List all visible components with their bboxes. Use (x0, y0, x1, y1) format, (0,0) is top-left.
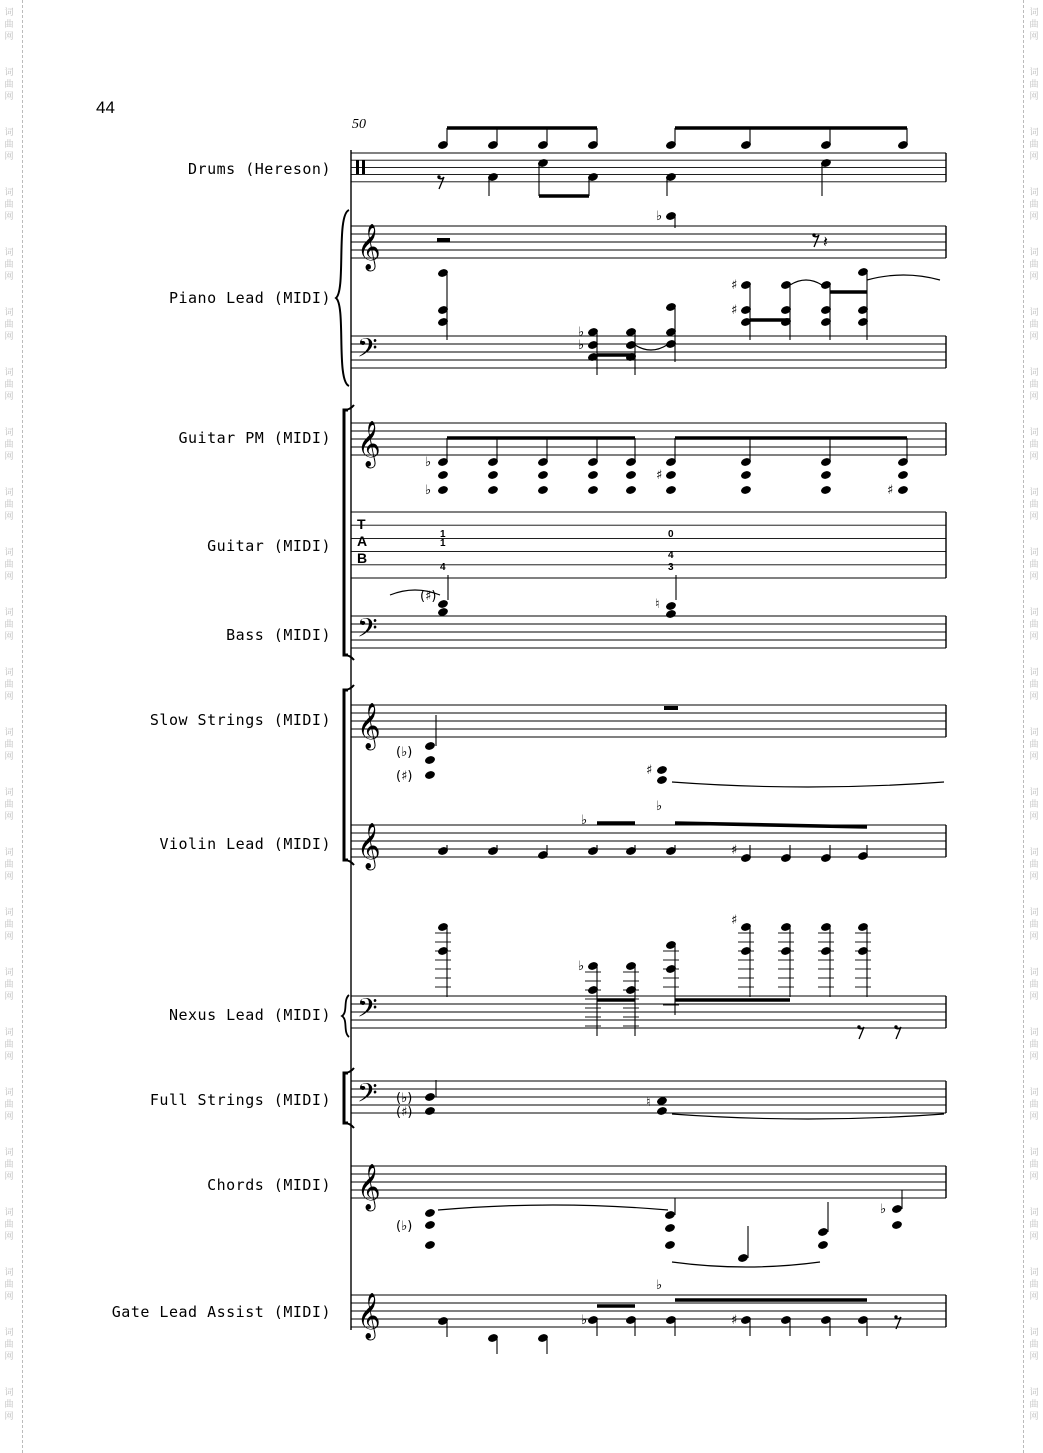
watermark-glyph: 网 (1029, 1052, 1039, 1062)
half-rest (437, 238, 450, 242)
eighth-rest (813, 235, 819, 247)
watermark-glyph: 词 (1029, 1388, 1039, 1398)
notes (356, 128, 944, 1354)
watermark-glyph: 曲 (1029, 1040, 1039, 1050)
watermark-glyph: 网 (1029, 152, 1039, 162)
notehead (737, 1253, 748, 1263)
watermark-glyph: 网 (4, 92, 14, 102)
bass-clef: 𝄢 (357, 332, 378, 370)
watermark-glyph: 曲 (1029, 560, 1039, 570)
watermark-glyph: 网 (4, 272, 14, 282)
watermark-glyph: 网 (4, 1352, 14, 1362)
notehead (665, 470, 676, 480)
tie (672, 1114, 944, 1119)
watermark-glyph: 网 (1029, 812, 1039, 822)
watermark-glyph: 网 (1029, 272, 1039, 282)
watermark-glyph: 曲 (4, 1100, 14, 1110)
watermark-glyph: 曲 (1029, 800, 1039, 810)
watermark-glyph: 词 (1029, 848, 1039, 858)
watermark-glyph: 曲 (1029, 200, 1039, 210)
watermark-glyph: 网 (1029, 452, 1039, 462)
watermark-glyph: 曲 (1029, 260, 1039, 270)
watermark-glyph: 词 (1029, 728, 1039, 738)
watermark-glyph: 词 (4, 368, 14, 378)
watermark-glyph: 网 (1029, 1232, 1039, 1242)
tab-fret: 4 (440, 562, 446, 573)
watermark-glyph: 网 (4, 1232, 14, 1242)
watermark-glyph: 网 (1029, 392, 1039, 402)
instrument-label-chords: Chords (MIDI) (207, 1176, 331, 1194)
instrument-label-full-strings: Full Strings (MIDI) (149, 1091, 331, 1109)
watermark-glyph: 词 (4, 1328, 14, 1338)
watermark-glyph: 网 (1029, 212, 1039, 222)
watermark-glyph: 词 (4, 1208, 14, 1218)
watermark-glyph: 词 (1029, 488, 1039, 498)
watermark-glyph: 曲 (1029, 920, 1039, 930)
staves (351, 153, 946, 1327)
true (665, 609, 676, 619)
notehead (897, 470, 908, 480)
watermark-glyph: 词 (4, 728, 14, 738)
accidental: (♭) (396, 1219, 413, 1234)
watermark-glyph: 曲 (4, 1340, 14, 1350)
watermark-glyph: 网 (1029, 1412, 1039, 1422)
watermark-glyph: 曲 (4, 1280, 14, 1290)
watermark-glyph: 网 (4, 512, 14, 522)
accidental: ♮ (646, 1095, 651, 1110)
watermark-glyph: 词 (1029, 68, 1039, 78)
notehead (587, 485, 598, 495)
instrument-label-nexus: Nexus Lead (MIDI) (168, 1006, 331, 1024)
dot (857, 1025, 860, 1028)
watermark-glyph: 词 (1029, 308, 1039, 318)
watermark-glyph: 曲 (1029, 1100, 1039, 1110)
watermark-glyph: 词 (1029, 8, 1039, 18)
notehead (740, 485, 751, 495)
watermark-glyph: 曲 (1029, 1280, 1039, 1290)
accidental: ♯ (656, 468, 663, 483)
watermark-glyph: 曲 (1029, 380, 1039, 390)
accidental: (♭) (396, 1091, 413, 1106)
watermark-glyph: 网 (1029, 1352, 1039, 1362)
watermark-glyph: 词 (4, 548, 14, 558)
accidental: ♭ (656, 799, 663, 814)
instrument-label-bass: Bass (MIDI) (226, 626, 331, 644)
true (424, 770, 435, 780)
instrument-label-piano: Piano Lead (MIDI) (168, 289, 331, 307)
watermark-glyph: 网 (4, 692, 14, 702)
watermark-glyph: 曲 (4, 740, 14, 750)
watermark-glyph: 词 (4, 668, 14, 678)
notehead (537, 470, 548, 480)
watermark-glyph: 词 (1029, 1088, 1039, 1098)
instrument-label-gate: Gate Lead Assist (MIDI) (111, 1303, 331, 1321)
watermark-glyph: 曲 (4, 680, 14, 690)
watermark-glyph: 词 (4, 128, 14, 138)
bass-clef: 𝄢 (357, 992, 378, 1030)
treble-clef: 𝄞 (357, 703, 381, 749)
watermark-glyph: 曲 (1029, 500, 1039, 510)
watermark-glyph: 网 (1029, 932, 1039, 942)
eighth-rest (895, 1027, 901, 1039)
percussion-clef (356, 160, 359, 174)
accidental: ♭ (578, 959, 585, 974)
watermark-glyph: 曲 (1029, 860, 1039, 870)
watermark-glyph: 词 (1029, 428, 1039, 438)
half-rest (664, 706, 678, 710)
true (424, 1092, 435, 1102)
watermark-glyph: 曲 (1029, 980, 1039, 990)
watermark-glyph: 网 (1029, 1172, 1039, 1182)
watermark-glyph: 曲 (4, 800, 14, 810)
notehead (664, 1210, 675, 1220)
watermark-glyph: 曲 (4, 380, 14, 390)
watermark-glyph: 曲 (4, 1400, 14, 1410)
instrument-label-violin: Violin Lead (MIDI) (159, 835, 331, 853)
accidental: ♭ (425, 455, 432, 470)
watermark-glyph: 曲 (1029, 80, 1039, 90)
watermark-glyph: 网 (4, 1292, 14, 1302)
accidental: ♭ (581, 813, 588, 828)
accidental: ♯ (887, 483, 894, 498)
watermark-glyph: 曲 (4, 320, 14, 330)
watermark-glyph: 曲 (1029, 680, 1039, 690)
true (437, 599, 448, 609)
tie (635, 345, 667, 350)
watermark-glyph: 网 (1029, 872, 1039, 882)
watermark-glyph: 曲 (4, 500, 14, 510)
watermark-glyph: 曲 (4, 1160, 14, 1170)
notehead (740, 470, 751, 480)
bass-clef: 𝄢 (357, 1077, 378, 1115)
watermark-glyph: 词 (1029, 1028, 1039, 1038)
watermark-glyph: 网 (1029, 1292, 1039, 1302)
dot (894, 1315, 897, 1318)
measure-number: 50 (352, 117, 366, 132)
true (656, 1106, 667, 1116)
watermark-glyph: 词 (1029, 668, 1039, 678)
watermark-glyph: 词 (1029, 128, 1039, 138)
tab-clef-b: B (357, 550, 368, 566)
bass-clef: 𝄢 (357, 612, 378, 650)
watermark-glyph: 曲 (1029, 1220, 1039, 1230)
watermark-glyph: 曲 (1029, 1340, 1039, 1350)
watermark-glyph: 网 (1029, 332, 1039, 342)
notehead (625, 470, 636, 480)
tab-fret: 3 (668, 562, 674, 573)
watermark-glyph: 曲 (1029, 440, 1039, 450)
watermark-glyph: 词 (4, 908, 14, 918)
staff-nexus (351, 996, 946, 1028)
watermark-glyph: 曲 (4, 860, 14, 870)
true (656, 765, 667, 775)
accidental: ♭ (656, 1278, 663, 1293)
true (424, 741, 435, 751)
watermark-glyph: 网 (4, 1052, 14, 1062)
treble-clef: 𝄞 (357, 421, 381, 467)
tie (790, 280, 822, 285)
quarter-rest: 𝄽 (823, 232, 828, 251)
watermark-glyph: 网 (1029, 992, 1039, 1002)
watermark-glyph: 曲 (4, 1040, 14, 1050)
watermark-glyph: 网 (1029, 32, 1039, 42)
watermark-glyph: 词 (1029, 788, 1039, 798)
true (656, 775, 667, 785)
notehead (817, 1227, 828, 1237)
accidental: ♯ (731, 913, 738, 928)
notehead (537, 485, 548, 495)
watermark-glyph: 曲 (4, 1220, 14, 1230)
percussion-clef (362, 160, 365, 174)
watermark-glyph: 词 (1029, 1328, 1039, 1338)
treble-clef: 𝄞 (357, 823, 381, 869)
accidental: ♯ (731, 278, 738, 293)
watermark-glyph: 曲 (4, 140, 14, 150)
tab-fret: 4 (668, 550, 674, 561)
watermark-glyph: 词 (1029, 1148, 1039, 1158)
tie (438, 1205, 668, 1210)
tab-fret: 0 (668, 529, 674, 540)
notehead (487, 470, 498, 480)
watermark-glyph: 网 (4, 452, 14, 462)
watermark-glyph: 词 (4, 1388, 14, 1398)
watermark-glyph: 词 (1029, 1208, 1039, 1218)
watermark-glyph: 词 (4, 1088, 14, 1098)
watermark-glyph: 词 (4, 308, 14, 318)
true (437, 607, 448, 617)
watermark-glyph: 曲 (1029, 740, 1039, 750)
watermark-glyph: 曲 (4, 200, 14, 210)
page-number: 44 (96, 98, 115, 117)
watermark-glyph: 词 (1029, 248, 1039, 258)
instrument-label-slow-strings: Slow Strings (MIDI) (149, 711, 331, 729)
accidental: ♭ (581, 1313, 588, 1328)
tab-fret: 1 (440, 538, 446, 549)
eighth-rest (858, 1027, 864, 1039)
watermark-glyph: 词 (4, 608, 14, 618)
watermark-glyph: 词 (4, 968, 14, 978)
notehead (820, 485, 831, 495)
notehead (625, 485, 636, 495)
true (424, 1240, 435, 1250)
accidental: ♯ (731, 843, 738, 858)
tab-clef-a: A (357, 533, 368, 549)
notehead (891, 1220, 902, 1230)
dot (812, 233, 815, 236)
instrument-label-drums: Drums (Hereson) (188, 160, 331, 178)
treble-clef: 𝄞 (357, 224, 381, 270)
watermark-glyph: 词 (1029, 1268, 1039, 1278)
watermark-glyph: 曲 (1029, 1400, 1039, 1410)
watermark-glyph: 曲 (4, 980, 14, 990)
notehead (437, 485, 448, 495)
watermark-glyph: 网 (1029, 92, 1039, 102)
watermark-glyph: 网 (4, 872, 14, 882)
watermark-glyph: 词 (4, 8, 14, 18)
accidental: ♭ (880, 1202, 887, 1217)
watermark-glyph: 网 (1029, 752, 1039, 762)
watermark-glyph: 词 (4, 248, 14, 258)
watermark-glyph: 曲 (1029, 1160, 1039, 1170)
notehead (437, 470, 448, 480)
watermark-glyph: 曲 (4, 560, 14, 570)
instrument-label-guitar: Guitar (MIDI) (207, 537, 331, 555)
notehead (587, 470, 598, 480)
watermark-glyph: 词 (1029, 608, 1039, 618)
instrument-label-guitar-pm: Guitar PM (MIDI) (178, 429, 331, 447)
watermark-glyph: 网 (4, 752, 14, 762)
watermark-glyph: 词 (4, 1148, 14, 1158)
watermark-glyph: 曲 (4, 620, 14, 630)
watermark-glyph: 网 (4, 1412, 14, 1422)
accidental: ♯ (646, 763, 653, 778)
watermark-glyph: 网 (4, 632, 14, 642)
notehead (817, 1240, 828, 1250)
accidental: (♯) (420, 589, 437, 604)
watermark-glyph: 网 (4, 1172, 14, 1182)
watermark-glyph: 词 (4, 428, 14, 438)
notehead (487, 485, 498, 495)
true (424, 755, 435, 765)
treble-clef: 𝄞 (357, 1164, 381, 1210)
watermark-glyph: 网 (4, 212, 14, 222)
tie (672, 782, 944, 787)
watermark-glyph: 网 (1029, 632, 1039, 642)
dot (894, 1025, 897, 1028)
watermark-glyph: 曲 (1029, 20, 1039, 30)
watermark-glyph: 曲 (4, 260, 14, 270)
tie (867, 275, 940, 280)
watermark-glyph: 曲 (4, 920, 14, 930)
watermark-glyph: 曲 (4, 20, 14, 30)
watermark-glyph: 词 (4, 488, 14, 498)
notehead (665, 485, 676, 495)
accidental: ♭ (578, 325, 585, 340)
accidental: ♯ (731, 303, 738, 318)
true (424, 1220, 435, 1230)
true (656, 1096, 667, 1106)
tab-fret: 1 (440, 529, 446, 540)
accidental: (♭) (396, 745, 413, 760)
notehead (820, 470, 831, 480)
accidental: ♭ (425, 483, 432, 498)
staff-bass (351, 616, 946, 648)
watermark-glyph: 词 (1029, 548, 1039, 558)
watermark-glyph: 网 (4, 32, 14, 42)
watermark-glyph: 词 (4, 1268, 14, 1278)
accidental: ♮ (655, 597, 660, 612)
watermark-glyph: 曲 (1029, 620, 1039, 630)
watermark-glyph: 网 (4, 152, 14, 162)
watermark-glyph: 网 (1029, 692, 1039, 702)
true (424, 1208, 435, 1218)
beam (675, 823, 867, 827)
watermark-glyph: 网 (4, 392, 14, 402)
true (665, 601, 676, 611)
watermark-glyph: 网 (4, 812, 14, 822)
accidental: ♭ (578, 338, 585, 353)
watermark-glyph: 网 (4, 572, 14, 582)
accidental: ♭ (656, 209, 663, 224)
watermark-glyph: 网 (1029, 512, 1039, 522)
watermark-glyph: 词 (4, 788, 14, 798)
staff-slow-strings (351, 705, 946, 737)
accidental: ♯ (731, 1313, 738, 1328)
watermark-glyph: 词 (1029, 188, 1039, 198)
watermark-glyph: 网 (4, 932, 14, 942)
tie (672, 1262, 820, 1267)
watermark-glyph: 曲 (1029, 320, 1039, 330)
treble-clef: 𝄞 (357, 1293, 381, 1339)
watermark-glyph: 曲 (4, 80, 14, 90)
watermark-glyph: 网 (4, 992, 14, 1002)
notehead (897, 485, 908, 495)
notehead (891, 1204, 902, 1214)
watermark-glyph: 网 (1029, 1112, 1039, 1122)
watermark-glyph: 词 (4, 68, 14, 78)
dot (437, 175, 440, 178)
watermark-glyph: 词 (1029, 968, 1039, 978)
watermark-glyph: 网 (4, 1112, 14, 1122)
watermark-glyph: 词 (1029, 908, 1039, 918)
watermark-glyph: 词 (4, 848, 14, 858)
accidental: (♯) (396, 769, 413, 784)
eighth-rest (438, 177, 444, 189)
tab-clef-t: T (357, 516, 366, 532)
watermark-glyph: 词 (1029, 368, 1039, 378)
watermark-glyph: 词 (4, 1028, 14, 1038)
watermark-glyph: 曲 (1029, 140, 1039, 150)
watermark-glyph: 网 (4, 332, 14, 342)
staff-chords (351, 1166, 946, 1198)
watermark-glyph: 网 (1029, 572, 1039, 582)
true (424, 1106, 435, 1116)
notehead (664, 1223, 675, 1233)
watermark-glyph: 词 (4, 188, 14, 198)
staff-piano-bass (351, 336, 946, 368)
watermark-glyph: 曲 (4, 440, 14, 450)
accidental: (♯) (396, 1105, 413, 1120)
notehead (664, 1240, 675, 1250)
